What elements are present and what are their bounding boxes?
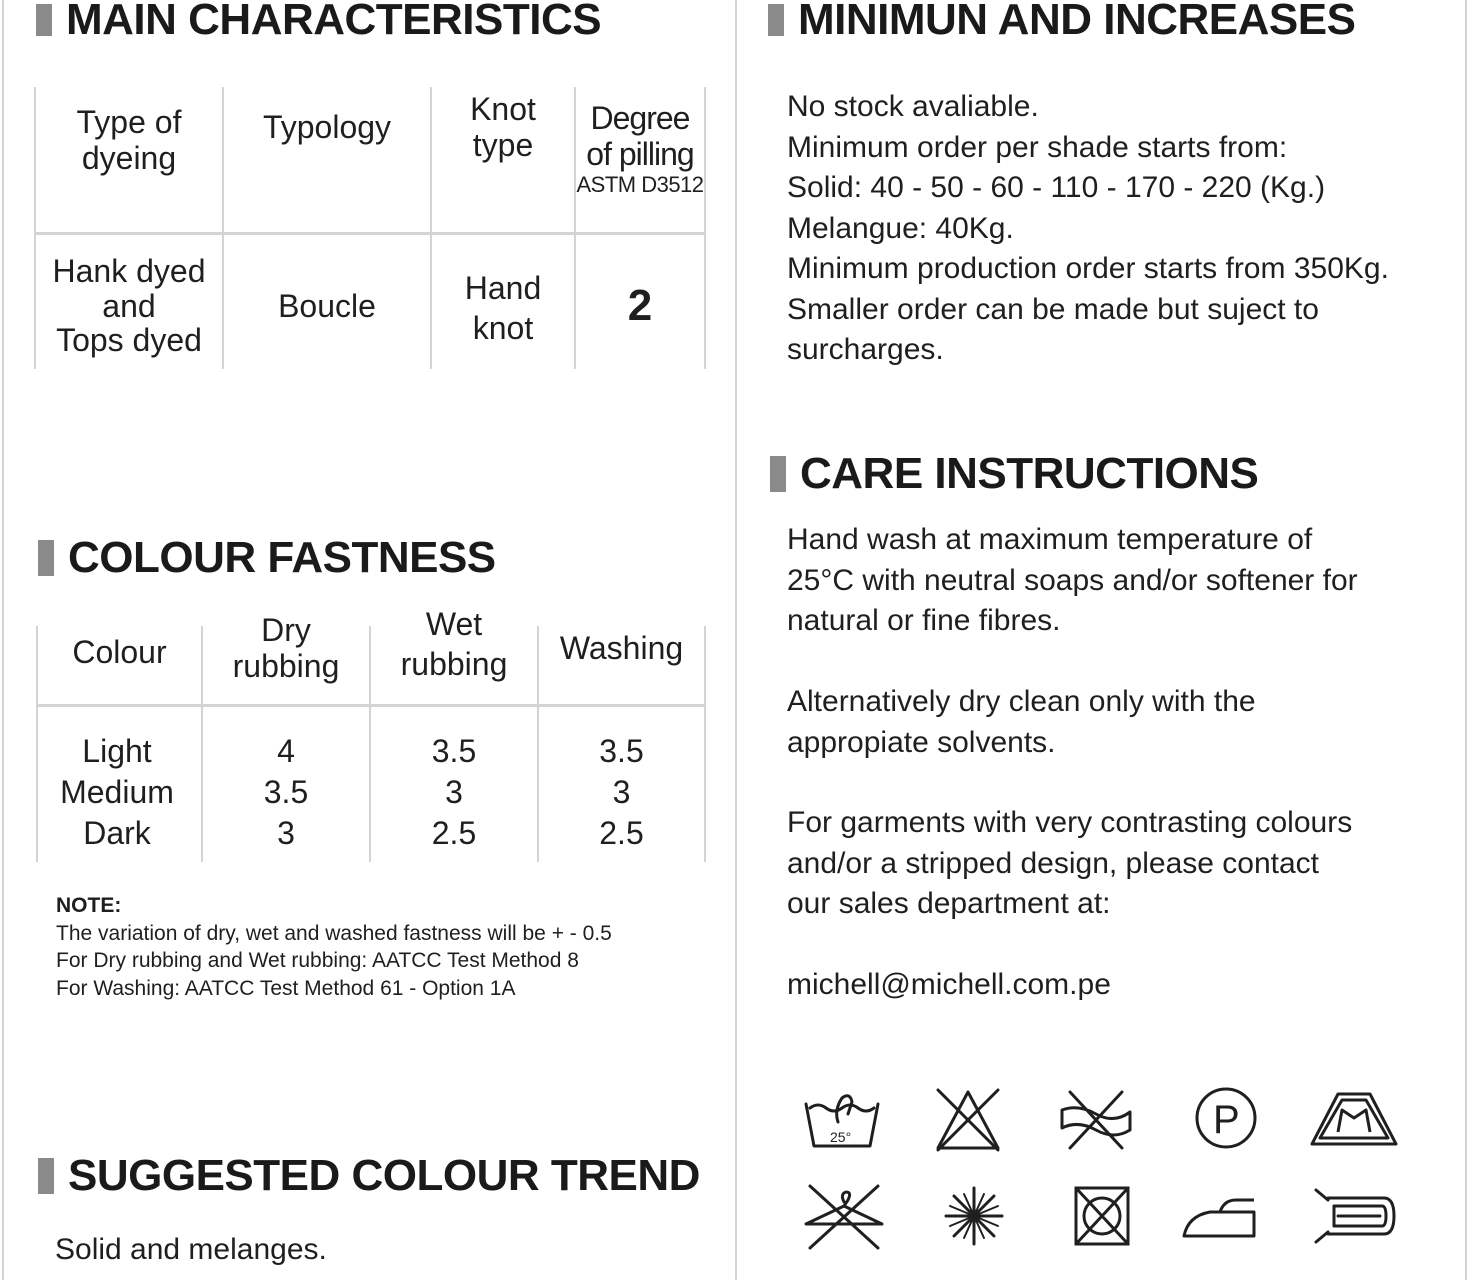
heading-text: MINIMUN AND INCREASES bbox=[798, 0, 1356, 44]
text-line: Smaller order can be made but suject to bbox=[787, 292, 1319, 326]
dry-clean-letter: P bbox=[1213, 1098, 1240, 1142]
do-not-tumble-dry-icon bbox=[1054, 1180, 1150, 1252]
heading-text: SUGGESTED COLOUR TREND bbox=[68, 1151, 700, 1200]
column-dry-values bbox=[203, 731, 369, 854]
suggested-colour-trend-text: Solid and melanges. bbox=[55, 1233, 327, 1266]
table-cell: 3.5 bbox=[599, 733, 644, 769]
hand-wash-icon bbox=[794, 1084, 890, 1156]
cell-typology-value: Boucle bbox=[278, 288, 376, 324]
text-line: Hand wash at maximum temperature of bbox=[787, 523, 1313, 556]
heading-text: MAIN CHARACTERISTICS bbox=[66, 0, 602, 44]
sales-email-link[interactable]: michell@michell.com.pe bbox=[787, 968, 1111, 1001]
table-cell: Light bbox=[82, 733, 152, 769]
header-knot-type: Knot type bbox=[470, 91, 536, 163]
text-line: For garments with very contrasting colours bbox=[787, 806, 1353, 839]
text-line: Melangue: 40Kg. bbox=[787, 211, 1014, 245]
text-line: 25°C with neutral soaps and/or softener for bbox=[787, 563, 1358, 597]
column-washing-values bbox=[539, 731, 704, 854]
care-instructions-heading bbox=[770, 450, 1258, 498]
table-cell: 2.5 bbox=[599, 815, 644, 851]
note-title: NOTE: bbox=[56, 894, 122, 917]
fastness-note bbox=[56, 892, 612, 1002]
colour-fastness-heading bbox=[38, 534, 496, 582]
table-cell: 3 bbox=[277, 815, 295, 851]
table-grid-line bbox=[704, 87, 706, 369]
table-grid-line bbox=[34, 232, 706, 235]
table-cell: 3 bbox=[612, 774, 631, 810]
table-grid-line bbox=[36, 704, 706, 707]
care-paragraph-hand-wash bbox=[787, 520, 1358, 642]
table-cell: 3.5 bbox=[431, 733, 477, 769]
do-not-bleach-icon bbox=[920, 1084, 1016, 1156]
text-line: surcharges. bbox=[787, 333, 944, 366]
text-line: natural or fine fibres. bbox=[787, 604, 1061, 637]
table-cell: 4 bbox=[277, 733, 295, 769]
column-colour-values bbox=[38, 731, 196, 854]
cell-dyeing-value: Hank dyed and Tops dyed bbox=[52, 253, 206, 359]
text-line: No stock avaliable. bbox=[787, 90, 1039, 123]
do-not-dry-in-sun-icon bbox=[926, 1180, 1022, 1252]
heading-bar bbox=[770, 456, 786, 492]
text-line: and/or a stripped design, please contact bbox=[787, 846, 1320, 880]
note-line: For Dry rubbing and Wet rubbing: AATCC Test Method 8 bbox=[56, 949, 579, 972]
table-cell: Dark bbox=[83, 815, 151, 851]
table-cell: 3 bbox=[445, 774, 463, 810]
left-page-border bbox=[2, 0, 4, 1280]
note-line: The variation of dry, wet and washed fastness will be + - 0.5 bbox=[56, 921, 612, 945]
table-cell: 2.5 bbox=[431, 815, 477, 851]
cell-knot-value: Hand knot bbox=[464, 270, 542, 346]
cell-pilling-value: 2 bbox=[627, 281, 653, 330]
suggested-colour-trend-heading bbox=[38, 1152, 700, 1200]
minimum-and-increases-heading bbox=[768, 0, 1356, 44]
header-degree-of-pilling: Degree of pilling ASTM D3512 bbox=[576, 100, 704, 197]
header-washing: Washing bbox=[559, 630, 684, 666]
text-line: Alternatively dry clean only with the bbox=[787, 685, 1256, 718]
care-paragraph-contrasting bbox=[787, 803, 1352, 925]
table-cell: Medium bbox=[60, 774, 174, 810]
text-line: Minimum order per shade starts from: bbox=[787, 130, 1288, 164]
table-grid-line bbox=[704, 626, 706, 862]
note-line: For Washing: AATCC Test Method 61 - Option 1A bbox=[56, 976, 516, 1000]
minimum-and-increases-text bbox=[787, 87, 1389, 371]
do-not-wring-icon bbox=[1048, 1084, 1144, 1156]
text-line: Solid: 40 - 50 - 60 - 110 - 170 - 220 (Kg.) bbox=[787, 171, 1326, 204]
iron-low-icon bbox=[1174, 1180, 1270, 1252]
column-wet-values bbox=[371, 731, 537, 854]
do-not-hang-dry-icon bbox=[796, 1180, 892, 1252]
heading-text: COLOUR FASTNESS bbox=[68, 533, 496, 582]
dry-flat-icon bbox=[1306, 1084, 1402, 1156]
heading-bar bbox=[38, 540, 54, 576]
main-characteristics-heading bbox=[36, 0, 602, 44]
heading-text: CARE INSTRUCTIONS bbox=[800, 449, 1259, 498]
header-typology: Typology bbox=[262, 109, 392, 145]
heading-bar bbox=[38, 1158, 54, 1194]
header-type-of-dyeing: Type of dyeing bbox=[76, 104, 182, 176]
dry-flat-in-shade-icon bbox=[1306, 1180, 1402, 1252]
center-divider bbox=[735, 0, 737, 1280]
heading-bar bbox=[768, 4, 784, 36]
text-line: our sales department at: bbox=[787, 887, 1111, 920]
pilling-standard: ASTM D3512 bbox=[576, 172, 704, 197]
header-dry-rubbing: Dry rubbing bbox=[232, 612, 340, 684]
dry-clean-p-icon bbox=[1178, 1084, 1274, 1156]
text-line: Minimum production order starts from 350Kg. bbox=[787, 252, 1389, 285]
header-colour: Colour bbox=[72, 634, 167, 670]
care-paragraph-dry-clean bbox=[787, 682, 1256, 763]
right-page-border bbox=[1465, 0, 1467, 1280]
heading-bar bbox=[36, 4, 52, 36]
text-line: appropiate solvents. bbox=[787, 725, 1056, 759]
header-wet-rubbing: Wet rubbing bbox=[400, 606, 508, 682]
table-cell: 3.5 bbox=[263, 774, 309, 810]
wash-temperature-label: 25° bbox=[830, 1129, 852, 1145]
